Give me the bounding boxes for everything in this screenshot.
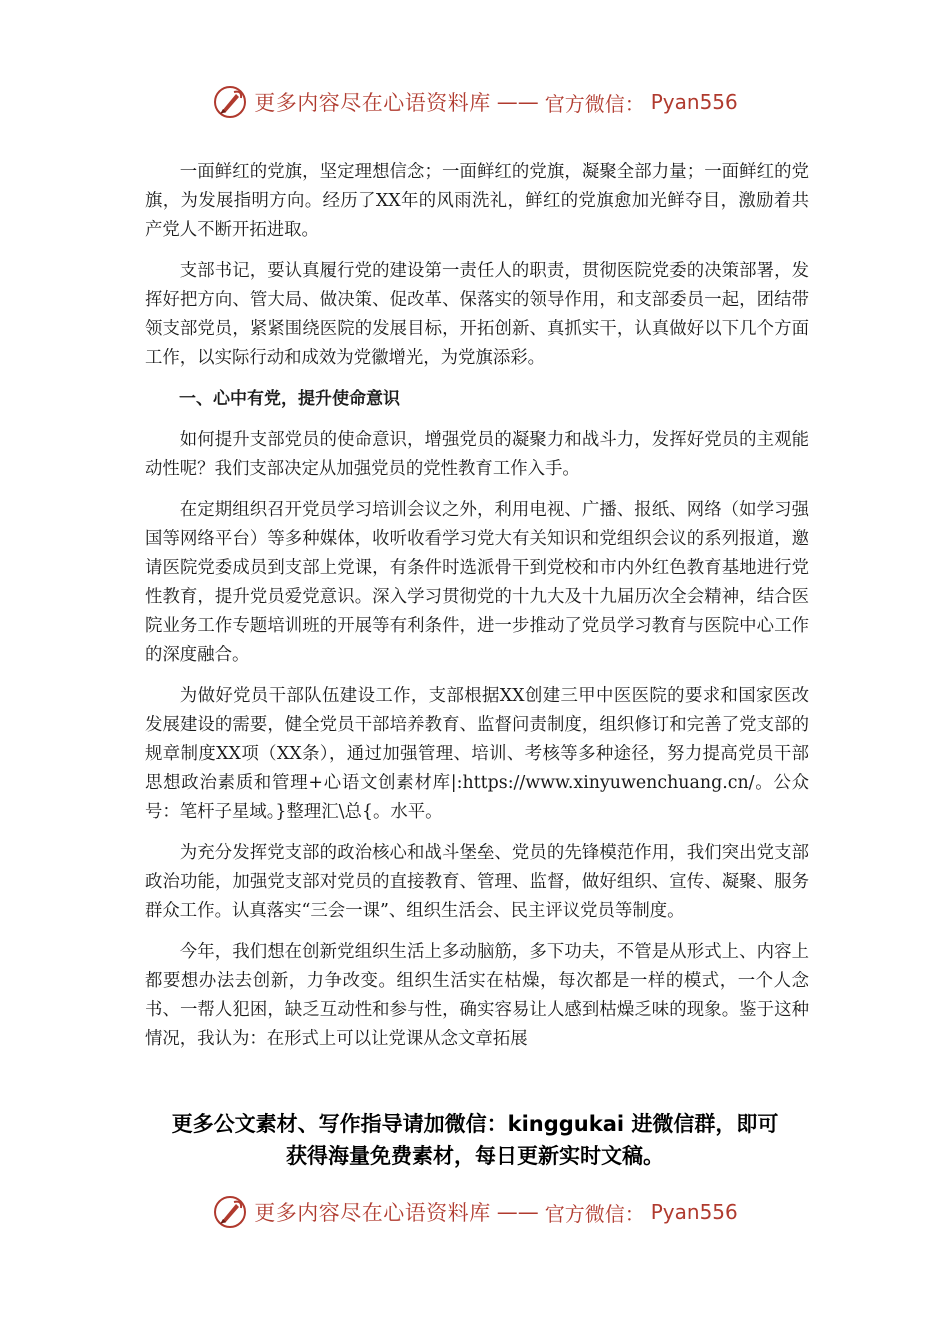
header-banner-title: 更多内容尽在心语资料库: [254, 91, 491, 115]
section-heading: 一、心中有党，提升使命意识: [179, 389, 400, 409]
body-paragraph-1: 一面鲜红的党旗，坚定理想信念；一面鲜红的党旗，凝聚全部力量；一面鲜红的党旗，为发展指明方向。经历了XX年的风雨洗礼，鲜红的党旗愈加光鲜夺目，激励着共产党人不断开拓进取。: [145, 162, 809, 240]
footer-banner-title: 更多内容尽在心语资料库: [254, 1201, 491, 1225]
section-paragraph-4: 为充分发挥党支部的政治核心和战斗堡垒、党员的先锋模范作用，我们突出党支部政治功能，加强党支部对党员的直接教育、管理、监督，做好组织、宣传、凝聚、服务群众工作。认真落实“三会一课”、组织生活会、民主评议党员等制度。: [145, 843, 809, 921]
body-paragraph-2: 支部书记，要认真履行党的建设第一责任人的职责，贯彻医院党委的决策部署，发挥好把方向、管大局、做决策、促改革、保落实的领导作用，和支部委员一起，团结带领支部党员，紧紧围绕医院的发展目标，开拓创新、真抓实干，认真做好以下几个方面工作，以实际行动和成效为党徽增光，为党旗添彩。: [145, 261, 809, 368]
promo-notice: [100, 1108, 850, 1172]
header-banner-wechat-label: 官方微信：: [544, 91, 645, 116]
header-banner: [0, 80, 950, 124]
footer-banner: [0, 1190, 950, 1234]
document-body: [145, 158, 809, 1066]
fountain-pen-logo-icon: [212, 84, 248, 120]
header-banner-wechat-id: Pyan556: [650, 90, 738, 114]
section-paragraph-2: 在定期组织召开党员学习培训会议之外，利用电视、广播、报纸、网络（如学习强国等网络平台）等多种媒体，收听收看学习党大有关知识和党组织会议的系列报道，邀请医院党委成员到支部上党课，有条件时选派骨干到党校和市内外红色教育基地进行党性教育，提升党员爱党意识。深入学习贯彻党的十九大及十九届历次全会精神，结合医院业务工作专题培训班的开展等有利条件，进一步推动了党员学习教育与医院中心工作的深度融合。: [145, 500, 809, 665]
header-banner-separator: ——: [496, 90, 539, 114]
promo-line-2: 获得海量免费素材，每日更新实时文稿。: [286, 1144, 664, 1168]
section-paragraph-5: 今年，我们想在创新党组织生活上多动脑筋，多下功夫，不管是从形式上、内容上都要想办法去创新，力争改变。组织生活实在枯燥，每次都是一样的模式，一个人念书、一帮人犯困，缺乏互动性和参与性，确实容易让人感到枯燥乏味的现象。鉴于这种情况，我认为：在形式上可以让党课从念文章拓展: [145, 942, 809, 1049]
footer-banner-separator: ——: [496, 1200, 539, 1224]
footer-banner-wechat-id: Pyan556: [650, 1200, 738, 1224]
promo-line-1: 更多公文素材、写作指导请加微信：kinggukai 进微信群，即可: [171, 1112, 779, 1136]
section-paragraph-1: 如何提升支部党员的使命意识，增强党员的凝聚力和战斗力，发挥好党员的主观能动性呢？我们支部决定从加强党员的党性教育工作入手。: [145, 430, 809, 479]
fountain-pen-logo-icon: [212, 1194, 248, 1230]
section-paragraph-3: 为做好党员干部队伍建设工作，支部根据XX创建三甲中医医院的要求和国家医改发展建设的需要，健全党员干部培养教育、监督问责制度，组织修订和完善了党支部的规章制度XX项（XX条），通过加强管理、培训、考核等多种途径，努力提高党员干部思想政治素质和管理+心语文创素材库|:https://www.xinyuwenchuang.cn/。公众号：笔杆子星域。}整理汇\总{。水平。: [145, 686, 809, 822]
footer-banner-wechat-label: 官方微信：: [544, 1201, 645, 1226]
